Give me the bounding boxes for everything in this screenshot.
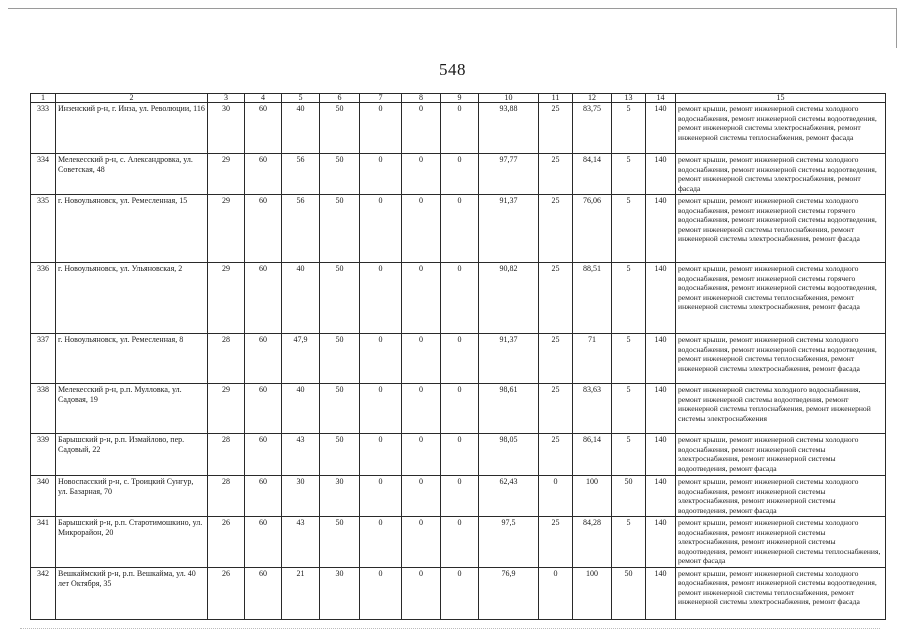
works-list: ремонт крыши, ремонт инженерной системы холодного водоснабжения, ремонт инженерной системы горячего водоснабжения, ремонт инженерной системы водоотведения, ремонт инженерной системы теплоснабжения, ремонт инженерной системы электроснабжения, ремонт фасада: [676, 195, 886, 263]
col-11: 25: [539, 517, 573, 568]
col-9: 0: [441, 476, 479, 517]
col-14: 140: [646, 517, 676, 568]
page-number: 548: [439, 60, 466, 79]
col-8: 0: [402, 517, 441, 568]
col-13: 5: [612, 263, 646, 334]
col-8: 0: [402, 476, 441, 517]
col-12: 84,28: [573, 517, 612, 568]
col-8: 0: [402, 103, 441, 154]
column-header-14: 14: [646, 94, 676, 103]
table-row: [31, 154, 886, 195]
col-3: 30: [208, 103, 245, 154]
col-11: 0: [539, 567, 573, 619]
works-list: ремонт крыши, ремонт инженерной системы холодного водоснабжения, ремонт инженерной системы водоотведения, ремонт инженерной системы электроснабжения, ремонт инженерной системы теплоснабжения, ремонт фасада: [676, 103, 886, 154]
col-12: 71: [573, 334, 612, 384]
page-right-edge: [896, 8, 897, 48]
col-14: 140: [646, 195, 676, 263]
col-10: 91,37: [479, 334, 539, 384]
address: Инзенский р-н, г. Инза, ул. Революции, 116: [56, 103, 208, 154]
table-row: [31, 384, 886, 434]
table-row: [31, 567, 886, 619]
col-10: 98,61: [479, 384, 539, 434]
col-6: 30: [320, 567, 360, 619]
table-row: [31, 434, 886, 476]
address: Новоспасский р-н, с. Троицкий Сунгур, ул. Базарная, 70: [56, 476, 208, 517]
col-4: 60: [245, 476, 282, 517]
col-12: 100: [573, 476, 612, 517]
address: г. Новоульяновск, ул. Ульяновская, 2: [56, 263, 208, 334]
col-4: 60: [245, 154, 282, 195]
col-9: 0: [441, 154, 479, 195]
col-5: 43: [282, 434, 320, 476]
repair-program-table: [30, 93, 886, 620]
col-4: 60: [245, 195, 282, 263]
address: Мелекесский р-н, с. Александровка, ул. Советская, 48: [56, 154, 208, 195]
col-4: 60: [245, 567, 282, 619]
col-3: 29: [208, 263, 245, 334]
column-header-4: 4: [245, 94, 282, 103]
row-number: 341: [31, 517, 56, 568]
row-number: 333: [31, 103, 56, 154]
col-14: 140: [646, 263, 676, 334]
row-number: 338: [31, 384, 56, 434]
col-5: 40: [282, 103, 320, 154]
column-header-5: 5: [282, 94, 320, 103]
column-header-11: 11: [539, 94, 573, 103]
col-13: 5: [612, 154, 646, 195]
col-7: 0: [360, 434, 402, 476]
col-5: 30: [282, 476, 320, 517]
col-9: 0: [441, 567, 479, 619]
column-header-8: 8: [402, 94, 441, 103]
col-13: 5: [612, 434, 646, 476]
table-row: [31, 334, 886, 384]
works-list: ремонт инженерной системы холодного водоснабжения, ремонт инженерной системы водоотведения, ремонт инженерной системы теплоснабжения, ремонт инженерной системы электроснабжения: [676, 384, 886, 434]
col-7: 0: [360, 263, 402, 334]
col-14: 140: [646, 434, 676, 476]
col-10: 91,37: [479, 195, 539, 263]
row-number: 340: [31, 476, 56, 517]
column-header-2: 2: [56, 94, 208, 103]
col-6: 50: [320, 195, 360, 263]
col-3: 26: [208, 517, 245, 568]
col-7: 0: [360, 103, 402, 154]
col-14: 140: [646, 103, 676, 154]
col-4: 60: [245, 384, 282, 434]
works-list: ремонт крыши, ремонт инженерной системы холодного водоснабжения, ремонт инженерной системы водоотведения, ремонт инженерной системы электроснабжения, ремонт фасада: [676, 154, 886, 195]
col-8: 0: [402, 434, 441, 476]
col-7: 0: [360, 334, 402, 384]
col-10: 93,88: [479, 103, 539, 154]
col-8: 0: [402, 567, 441, 619]
col-10: 62,43: [479, 476, 539, 517]
col-6: 50: [320, 384, 360, 434]
col-13: 5: [612, 195, 646, 263]
column-header-9: 9: [441, 94, 479, 103]
col-3: 28: [208, 434, 245, 476]
col-13: 50: [612, 567, 646, 619]
col-12: 100: [573, 567, 612, 619]
address: Барышский р-н, р.п. Измайлово, пер. Садовый, 22: [56, 434, 208, 476]
address: Барышский р-н, р.п. Старотимошкино, ул. Микрорайон, 20: [56, 517, 208, 568]
column-header-7: 7: [360, 94, 402, 103]
row-number: 342: [31, 567, 56, 619]
column-header-12: 12: [573, 94, 612, 103]
row-number: 334: [31, 154, 56, 195]
col-9: 0: [441, 334, 479, 384]
col-14: 140: [646, 567, 676, 619]
col-11: 25: [539, 103, 573, 154]
col-11: 25: [539, 195, 573, 263]
header-row: [31, 94, 886, 103]
col-5: 56: [282, 195, 320, 263]
table-row: [31, 517, 886, 568]
col-7: 0: [360, 384, 402, 434]
col-4: 60: [245, 334, 282, 384]
column-header-13: 13: [612, 94, 646, 103]
row-number: 339: [31, 434, 56, 476]
col-4: 60: [245, 517, 282, 568]
column-header-10: 10: [479, 94, 539, 103]
col-11: 25: [539, 434, 573, 476]
col-9: 0: [441, 263, 479, 334]
col-7: 0: [360, 476, 402, 517]
col-4: 60: [245, 103, 282, 154]
col-11: 25: [539, 263, 573, 334]
col-11: 25: [539, 334, 573, 384]
col-13: 5: [612, 517, 646, 568]
row-number: 336: [31, 263, 56, 334]
col-5: 47,9: [282, 334, 320, 384]
table-row: [31, 103, 886, 154]
col-7: 0: [360, 154, 402, 195]
col-10: 97,5: [479, 517, 539, 568]
col-14: 140: [646, 154, 676, 195]
col-14: 140: [646, 476, 676, 517]
col-8: 0: [402, 154, 441, 195]
col-13: 5: [612, 103, 646, 154]
col-3: 28: [208, 476, 245, 517]
col-9: 0: [441, 384, 479, 434]
col-13: 5: [612, 334, 646, 384]
col-3: 28: [208, 334, 245, 384]
col-12: 84,14: [573, 154, 612, 195]
col-4: 60: [245, 434, 282, 476]
col-6: 50: [320, 154, 360, 195]
col-8: 0: [402, 263, 441, 334]
col-10: 90,82: [479, 263, 539, 334]
col-6: 50: [320, 334, 360, 384]
works-list: ремонт крыши, ремонт инженерной системы холодного водоснабжения, ремонт инженерной системы электроснабжения, ремонт инженерной системы водоотведения, ремонт инженерной системы теплоснабжения, ремонт фасада: [676, 517, 886, 568]
col-7: 0: [360, 567, 402, 619]
col-9: 0: [441, 195, 479, 263]
col-11: 0: [539, 476, 573, 517]
col-11: 25: [539, 154, 573, 195]
col-12: 86,14: [573, 434, 612, 476]
address: г. Новоульяновск, ул. Ремесленная, 8: [56, 334, 208, 384]
col-3: 29: [208, 154, 245, 195]
col-12: 83,63: [573, 384, 612, 434]
col-14: 140: [646, 334, 676, 384]
col-6: 50: [320, 517, 360, 568]
col-13: 50: [612, 476, 646, 517]
col-5: 40: [282, 263, 320, 334]
col-5: 40: [282, 384, 320, 434]
col-10: 76,9: [479, 567, 539, 619]
col-9: 0: [441, 517, 479, 568]
works-list: ремонт крыши, ремонт инженерной системы холодного водоснабжения, ремонт инженерной системы электроснабжения, ремонт инженерной системы водоотведения, ремонт фасада: [676, 434, 886, 476]
works-list: ремонт крыши, ремонт инженерной системы холодного водоснабжения, ремонт инженерной системы горячего водоснабжения, ремонт инженерной системы водоотведения, ремонт инженерной системы теплоснабжения, ремонт инженерной системы электроснабжения, ремонт фасада: [676, 263, 886, 334]
row-number: 337: [31, 334, 56, 384]
col-9: 0: [441, 434, 479, 476]
col-7: 0: [360, 195, 402, 263]
works-list: ремонт крыши, ремонт инженерной системы холодного водоснабжения, ремонт инженерной системы водоотведения, ремонт инженерной системы теплоснабжения, ремонт инженерной системы электроснабжения, ремонт фасада: [676, 334, 886, 384]
col-8: 0: [402, 384, 441, 434]
col-8: 0: [402, 334, 441, 384]
col-3: 26: [208, 567, 245, 619]
col-6: 50: [320, 434, 360, 476]
scan-bottom-artifact: [20, 628, 880, 630]
address: Мелекесский р-н, р.п. Мулловка, ул. Садовая, 19: [56, 384, 208, 434]
address: г. Новоульяновск, ул. Ремесленная, 15: [56, 195, 208, 263]
col-12: 83,75: [573, 103, 612, 154]
col-14: 140: [646, 384, 676, 434]
col-4: 60: [245, 263, 282, 334]
col-6: 30: [320, 476, 360, 517]
works-list: ремонт крыши, ремонт инженерной системы холодного водоснабжения, ремонт инженерной системы водоотведения, ремонт инженерной системы теплоснабжения, ремонт инженерной системы электроснабжения, ремонт фасада: [676, 567, 886, 619]
table-row: [31, 263, 886, 334]
col-6: 50: [320, 103, 360, 154]
column-header-1: 1: [31, 94, 56, 103]
col-12: 76,06: [573, 195, 612, 263]
col-6: 50: [320, 263, 360, 334]
col-12: 88,51: [573, 263, 612, 334]
col-10: 98,05: [479, 434, 539, 476]
col-7: 0: [360, 517, 402, 568]
column-header-3: 3: [208, 94, 245, 103]
col-3: 29: [208, 195, 245, 263]
address: Вешкаймский р-н, р.п. Вешкайма, ул. 40 лет Октября, 35: [56, 567, 208, 619]
table-row: [31, 476, 886, 517]
col-8: 0: [402, 195, 441, 263]
col-5: 56: [282, 154, 320, 195]
table-row: [31, 195, 886, 263]
column-header-6: 6: [320, 94, 360, 103]
page-top-edge: [8, 8, 896, 9]
col-10: 97,77: [479, 154, 539, 195]
works-list: ремонт крыши, ремонт инженерной системы холодного водоснабжения, ремонт инженерной системы электроснабжения, ремонт инженерной системы водоотведения, ремонт фасада: [676, 476, 886, 517]
col-5: 43: [282, 517, 320, 568]
col-11: 25: [539, 384, 573, 434]
table-body: [31, 103, 886, 620]
col-13: 5: [612, 384, 646, 434]
col-5: 21: [282, 567, 320, 619]
col-3: 29: [208, 384, 245, 434]
column-header-15: 15: [676, 94, 886, 103]
row-number: 335: [31, 195, 56, 263]
col-9: 0: [441, 103, 479, 154]
